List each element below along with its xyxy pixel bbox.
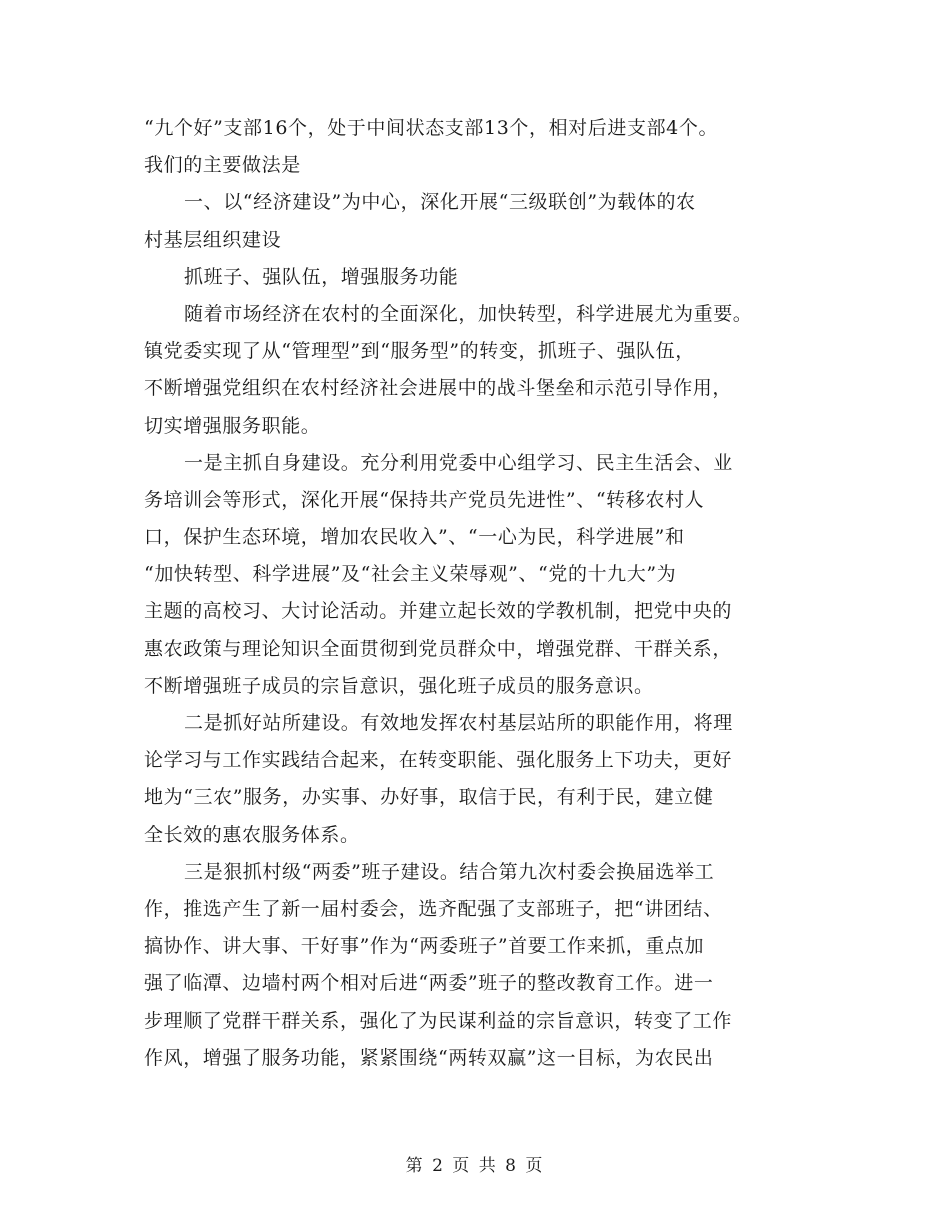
text-line: 一、以“经济建设”为中心，深化开展“三级联创”为载体的农 — [184, 191, 696, 214]
text-line: 强了临潭、边墙村两个相对后进“两委”班子的整改教育工作。进一 — [144, 972, 714, 995]
text-line: 步理顺了党群干群关系，强化了为民谋利益的宗旨意识，转变了工作 — [144, 1009, 733, 1032]
text-line: 不断增强班子成员的宗旨意识，强化班子成员的服务意识。 — [144, 674, 654, 697]
text-line: 作风，增强了服务功能，紧紧围绕“两转双赢”这一目标，为农民出 — [144, 1046, 714, 1069]
text-line: 随着市场经济在农村的全面深化，加快转型，科学进展尤为重要。 — [184, 302, 753, 325]
text-line: 村基层组织建设 — [144, 228, 282, 251]
document-body — [144, 110, 816, 1077]
text-line: 一是主抓自身建设。充分利用党委中心组学习、民主生活会、业 — [184, 451, 733, 474]
text-line: 论学习与工作实践结合起来，在转变职能、强化服务上下功夫，更好 — [144, 749, 733, 772]
text-line: 作，推选产生了新一届村委会，选齐配强了支部班子，把“讲团结、 — [144, 897, 723, 920]
text-line: 镇党委实现了从“管理型”到“服务型”的转变，抓班子、强队伍， — [144, 340, 695, 363]
text-line: 切实增强服务职能。 — [144, 414, 321, 437]
text-line: 全长效的惠农服务体系。 — [144, 823, 360, 846]
text-line: 不断增强党组织在农村经济社会进展中的战斗堡垒和示范引导作用， — [144, 377, 733, 400]
text-line: 三是狠抓村级“两委”班子建设。结合第九次村委会换届选举工 — [184, 860, 715, 883]
page-footer: 第 2 页 共 8 页 — [405, 1156, 545, 1176]
text-line: “九个好”支部16个，处于中间状态支部13个，相对后进支部4个。 — [144, 117, 719, 139]
text-line: 惠农政策与理论知识全面贯彻到党员群众中，增强党群、干群关系， — [144, 637, 733, 660]
text-line: 二是抓好站所建设。有效地发挥农村基层站所的职能作用，将理 — [184, 712, 733, 734]
text-line: 地为“三农”服务，办实事、办好事，取信于民，有利于民，建立健 — [144, 786, 714, 809]
text-line: 主题的高校习、大讨论活动。并建立起长效的学教机制，把党中央的 — [144, 600, 733, 623]
text-line: 搞协作、讲大事、干好事”作为“两委班子”首要工作来抓，重点加 — [144, 935, 705, 958]
text-line: 口，保护生态环境，增加农民收入”、“一心为民，科学进展”和 — [144, 526, 685, 549]
text-line: “加快转型、科学进展”及“社会主义荣辱观”、“党的十九大”为 — [144, 563, 677, 586]
text-line: 抓班子、强队伍，增强服务功能 — [184, 265, 459, 288]
text-line: 务培训会等形式，深化开展“保持共产党员先进性”、“转移农村人 — [144, 488, 705, 511]
text-line: 我们的主要做法是 — [144, 154, 301, 177]
